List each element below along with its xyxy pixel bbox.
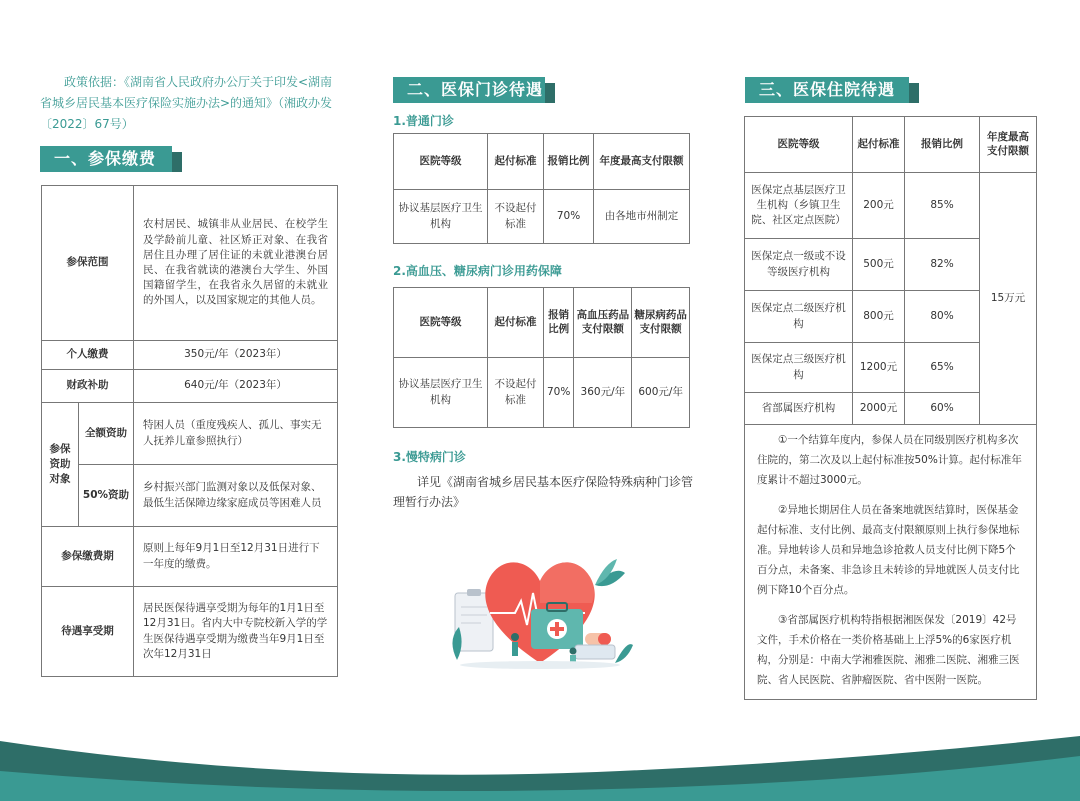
table-row — [42, 465, 338, 527]
hospital-level: 医保定点基层医疗卫生机构（乡镇卫生院、社区定点医院） — [745, 173, 853, 239]
table-row — [394, 134, 690, 190]
threshold: 800元 — [853, 291, 905, 343]
healthcare-illustration — [445, 545, 635, 670]
banner-tab — [545, 83, 555, 103]
table-cell: 360元/年 — [574, 358, 632, 428]
table-row — [745, 173, 1037, 239]
period-value: 原则上每年9月1日至12月31日进行下一年度的缴费。 — [134, 527, 338, 587]
full-aid-value: 特困人员（重度残疾人、孤儿、事实无人抚养儿童参照执行） — [134, 403, 338, 465]
table-row — [745, 117, 1037, 173]
ratio: 60% — [905, 393, 980, 425]
table-header: 高血压药品支付限额 — [574, 288, 632, 358]
hospital-level: 省部属医疗机构 — [745, 393, 853, 425]
half-aid-label: 50%资助 — [79, 465, 134, 527]
section3-title: 三、医保住院待遇 — [745, 77, 909, 103]
table-header: 起付标准 — [488, 288, 544, 358]
table-cell: 协议基层医疗卫生机构 — [394, 190, 488, 244]
personal-value: 350元/年（2023年） — [134, 341, 338, 370]
medical-kit-icon — [531, 603, 583, 649]
threshold: 500元 — [853, 239, 905, 291]
chronic-meds-table — [393, 287, 690, 428]
subheading-chronic-meds: 2.高血压、糖尿病门诊用药保障 — [393, 264, 562, 278]
ratio: 65% — [905, 343, 980, 393]
table-header: 报销比例 — [544, 288, 574, 358]
ratio: 82% — [905, 239, 980, 291]
hospital-level: 医保定点二级医疗机构 — [745, 291, 853, 343]
table-row — [42, 527, 338, 587]
table-cell: 由各地市州制定 — [594, 190, 690, 244]
table-cell: 不设起付标准 — [488, 190, 544, 244]
inpatient-notes — [744, 424, 1037, 700]
table-cell: 600元/年 — [632, 358, 690, 428]
benefit-label: 待遇享受期 — [42, 587, 134, 677]
policy-basis: 政策依据：《湖南省人民政府办公厅关于印发<湖南省城乡居民基本医疗保险实施办法>的通知》（湘政办发〔2022〕67号） — [40, 75, 333, 131]
note-3: ③省部属医疗机构特指根据湘医保发〔2019〕42号文件，手术价格在一类价格基础上上浮5%的6家医疗机构，分别是：中南大学湘雅医院、湘雅二医院、湘雅三医院、省人民医院、省肿瘤医院、省中医附一医院。 — [757, 614, 1020, 686]
table-header: 医院等级 — [394, 134, 488, 190]
section1-title: 一、参保缴费 — [40, 146, 172, 172]
table-cell: 协议基层医疗卫生机构 — [394, 358, 488, 428]
aid-label: 参保资助对象 — [42, 403, 79, 527]
benefit-value: 居民医保待遇享受期为每年的1月1日至12月31日。省内大中专院校新入学的学生医保待遇享受期为缴费当年9月1日至次年12月31日 — [134, 587, 338, 677]
inpatient-table — [744, 116, 1037, 425]
ratio: 85% — [905, 173, 980, 239]
table-row — [394, 358, 690, 428]
table-row — [42, 341, 338, 370]
enrollment-table — [41, 185, 338, 677]
full-aid-label: 全额资助 — [79, 403, 134, 465]
threshold: 200元 — [853, 173, 905, 239]
section2-title: 二、医保门诊待遇 — [393, 77, 545, 103]
table-row — [42, 403, 338, 465]
table-row — [394, 190, 690, 244]
subheading-general-outpatient: 1.普通门诊 — [393, 114, 454, 128]
table-header: 起付标准 — [853, 117, 905, 173]
table-row — [42, 370, 338, 403]
general-outpatient-table — [393, 133, 690, 244]
personal-label: 个人缴费 — [42, 341, 134, 370]
table-cell: 70% — [544, 190, 594, 244]
table-cell: 70% — [544, 358, 574, 428]
note-2: ②异地长期居住人员在备案地就医结算时，医保基金起付标准、支付比例、最高支付限额原则上执行参保地标准。异地转诊人员和异地急诊抢救人员支付比例下降5个百分点，未备案、非急诊且未转诊的异地就医人员支付比例下降10个百分点。 — [757, 504, 1020, 596]
table-header: 报销比例 — [544, 134, 594, 190]
table-header: 医院等级 — [394, 288, 488, 358]
footer-wave — [0, 731, 1080, 801]
ratio: 80% — [905, 291, 980, 343]
table-header: 糖尿病药品支付限额 — [632, 288, 690, 358]
subheading-special-outpatient: 3.慢特病门诊 — [393, 450, 466, 464]
table-header: 报销比例 — [905, 117, 980, 173]
table-row — [42, 186, 338, 341]
table-header: 起付标准 — [488, 134, 544, 190]
table-header: 年度最高支付限额 — [980, 117, 1037, 173]
scope-label: 参保范围 — [42, 186, 134, 341]
annual-limit: 15万元 — [980, 173, 1037, 425]
banner-tab — [909, 83, 919, 103]
subsidy-value: 640元/年（2023年） — [134, 370, 338, 403]
note-1: ①一个结算年度内，参保人员在同级别医疗机构多次住院的，第二次及以上起付标准按50%计算。起付标准年度累计不超过3000元。 — [757, 434, 1022, 486]
threshold: 2000元 — [853, 393, 905, 425]
table-row — [42, 587, 338, 677]
scope-value: 农村居民、城镇非从业居民、在校学生及学龄前儿童、社区矫正对象、在我省居住且办理了居住证的未就业港澳台居民、在我省就读的港澳台大学生、外国国籍留学生，在我省永久居留的未就业的外国人，以及国家规定的其他人员。 — [134, 186, 338, 341]
hospital-level: 医保定点三级医疗机构 — [745, 343, 853, 393]
table-cell: 不设起付标准 — [488, 358, 544, 428]
table-header: 医院等级 — [745, 117, 853, 173]
banner-tab — [172, 152, 182, 172]
period-label: 参保缴费期 — [42, 527, 134, 587]
special-outpatient-text: 详见《湖南省城乡居民基本医疗保险特殊病种门诊管理暂行办法》 — [393, 475, 694, 509]
table-header: 年度最高支付限额 — [594, 134, 690, 190]
threshold: 1200元 — [853, 343, 905, 393]
subsidy-label: 财政补助 — [42, 370, 134, 403]
table-row — [394, 288, 690, 358]
half-aid-value: 乡村振兴部门监测对象以及低保对象、最低生活保障边缘家庭成员等困难人员 — [134, 465, 338, 527]
hospital-level: 医保定点一级或不设等级医疗机构 — [745, 239, 853, 291]
